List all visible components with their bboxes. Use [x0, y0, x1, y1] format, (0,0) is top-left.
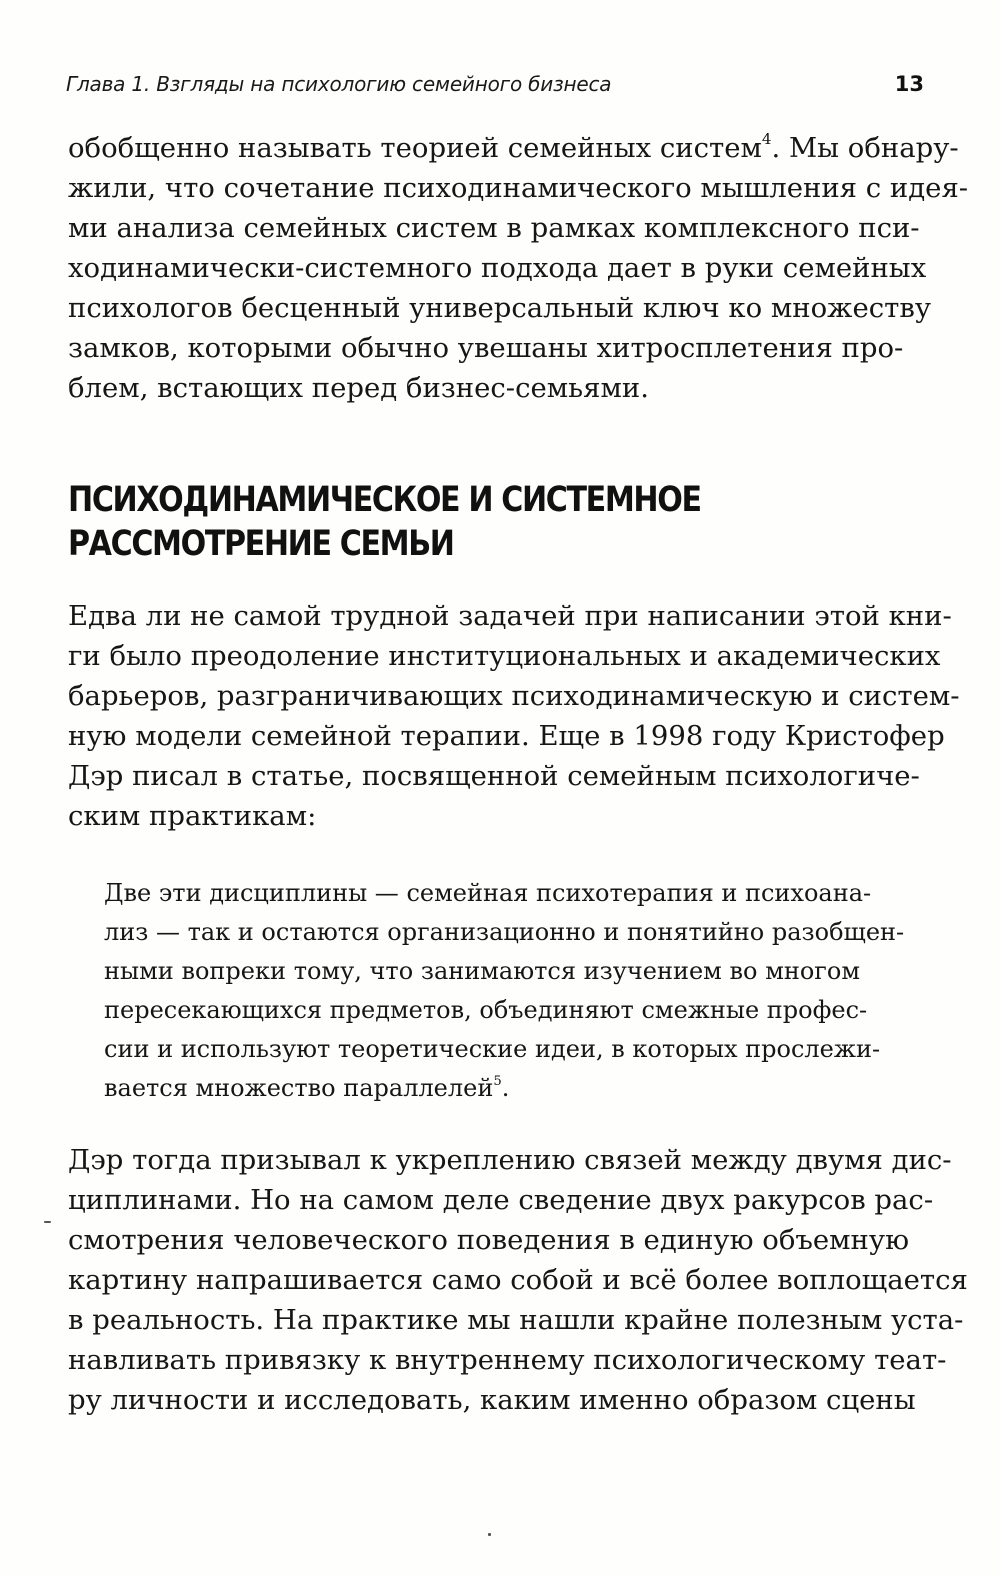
- paragraph-line: ру личности и исследовать, каким именно образом сцены: [68, 1384, 916, 1416]
- paragraph-line-text: . Мы обнару-: [771, 132, 959, 164]
- section-heading-line: ПСИХОДИНАМИЧЕСКОЕ И СИСТЕМНОЕ: [68, 480, 701, 520]
- running-title: Глава 1. Взгляды на психологию семейного бизнеса: [66, 72, 612, 96]
- paragraph-line: ми анализа семейных систем в рамках комплексного пси-: [68, 212, 920, 244]
- footnote-marker: 4: [761, 130, 772, 149]
- paragraph-line: смотрения человеческого поведения в единую объемную: [68, 1224, 910, 1256]
- scan-speck: [44, 1221, 51, 1223]
- paragraph-2: [68, 596, 960, 836]
- quote-line-text: вается множество параллелей: [104, 1074, 494, 1102]
- quote-end-punct: .: [501, 1074, 510, 1102]
- paragraph-line: [68, 128, 959, 168]
- section-heading-line: РАССМОТРЕНИЕ СЕМЬИ: [68, 524, 454, 564]
- paragraph-line: замков, которыми обычно увешаны хитросплетения про-: [68, 332, 904, 364]
- paragraph-line: психологов бесценный универсальный ключ ко множеству: [68, 292, 932, 324]
- quote-line: [104, 1069, 860, 1108]
- quote-line: сии и используют теоретические идеи, в которых прослежи-: [104, 1035, 881, 1063]
- paragraph-line: Дэр писал в статье, посвященной семейным психологиче-: [68, 760, 920, 792]
- quote-line: Две эти дисциплины — семейная психотерапия и психоана-: [104, 879, 872, 907]
- paragraph-3: [68, 1140, 968, 1420]
- quote-line: лиз — так и остаются организационно и понятийно разобщен-: [104, 918, 905, 946]
- paragraph-1: [68, 128, 969, 408]
- block-quote: [104, 874, 905, 1108]
- running-header: [66, 72, 924, 108]
- paragraph-line: Дэр тогда призывал к укреплению связей между двумя дис-: [68, 1144, 952, 1176]
- footnote-marker: 5: [493, 1073, 502, 1089]
- paragraph-line: картину напрашивается само собой и всё более воплощается: [68, 1264, 968, 1296]
- paragraph-line-text: обобщенно называть теорией семейных систем: [68, 132, 762, 164]
- paragraph-line: ским практикам:: [68, 800, 317, 832]
- paragraph-line: ную модели семейной терапии. Еще в 1998 году Кристофер: [68, 720, 945, 752]
- paragraph-line: блем, встающих перед бизнес-семьями.: [68, 372, 649, 404]
- paragraph-line: в реальность. На практике мы нашли крайне полезным уста-: [68, 1304, 964, 1336]
- paragraph-line: Едва ли не самой трудной задачей при написании этой кни-: [68, 600, 952, 632]
- quote-line: пересекающихся предметов, объединяют смежные профес-: [104, 996, 868, 1024]
- section-heading: [68, 478, 778, 566]
- paragraph-line: ходинамически-системного подхода дает в руки семейных: [68, 252, 927, 284]
- page-number: 13: [894, 72, 924, 96]
- scan-speck: [488, 1533, 491, 1536]
- paragraph-line: циплинами. Но на самом деле сведение двух ракурсов рас-: [68, 1184, 934, 1216]
- paragraph-line: навливать привязку к внутреннему психологическому теат-: [68, 1344, 947, 1376]
- paragraph-line: ги было преодоление институциональных и академических: [68, 640, 941, 672]
- paragraph-line: барьеров, разграничивающих психодинамическую и систем-: [68, 680, 960, 712]
- paragraph-line: жили, что сочетание психодинамического мышления с идея-: [68, 172, 969, 204]
- quote-line: ными вопреки тому, что занимаются изучением во многом: [104, 957, 860, 985]
